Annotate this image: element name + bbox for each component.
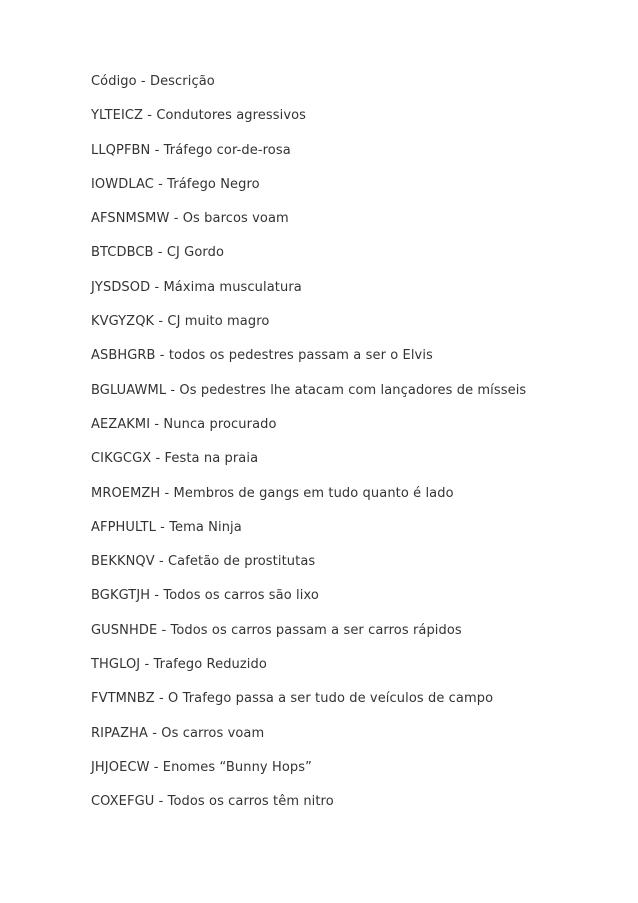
- cheat-entry: COXEFGU - Todos os carros têm nitro: [91, 794, 334, 810]
- cheat-entry: ASBHGRB - todos os pedestres passam a ser o Elvis: [91, 348, 433, 364]
- cheat-entry: THGLOJ - Trafego Reduzido: [91, 657, 267, 673]
- cheat-entry: YLTEICZ - Condutores agressivos: [91, 108, 307, 124]
- table-header: Código - Descrição: [91, 74, 215, 89]
- cheat-entry: GUSNHDE - Todos os carros passam a ser carros rápidos: [91, 622, 462, 638]
- cheat-entry: KVGYZQK - CJ muito magro: [91, 314, 270, 330]
- cheat-entry: LLQPFBN - Tráfego cor-de-rosa: [91, 142, 291, 158]
- cheat-entry: AFPHULTL - Tema Ninja: [91, 519, 242, 535]
- cheat-entry: FVTMNBZ - O Trafego passa a ser tudo de veículos de campo: [91, 691, 494, 707]
- cheat-entry: BEKKNQV - Cafetão de prostitutas: [91, 554, 316, 570]
- cheat-entry: MROEMZH - Membros de gangs em tudo quanto é lado: [91, 485, 454, 501]
- cheat-entry: BTCDBCB - CJ Gordo: [91, 245, 225, 261]
- cheat-entry: RIPAZHA - Os carros voam: [91, 725, 265, 741]
- cheat-entry: BGKGTJH - Todos os carros são lixo: [91, 588, 319, 604]
- cheat-entry: CIKGCGX - Festa na praia: [91, 451, 259, 467]
- cheat-entry: AEZAKMI - Nunca procurado: [91, 416, 277, 432]
- cheat-entry: BGLUAWML - Os pedestres lhe atacam com lançadores de mísseis: [91, 382, 527, 398]
- cheat-entry: AFSNMSMW - Os barcos voam: [91, 211, 289, 227]
- document-page: [91, 73, 611, 828]
- cheat-entry: JYSDSOD - Máxima musculatura: [91, 279, 302, 295]
- cheat-entry: IOWDLAC - Tráfego Negro: [91, 176, 260, 192]
- cheat-entry: JHJOECW - Enomes “Bunny Hops”: [91, 759, 312, 775]
